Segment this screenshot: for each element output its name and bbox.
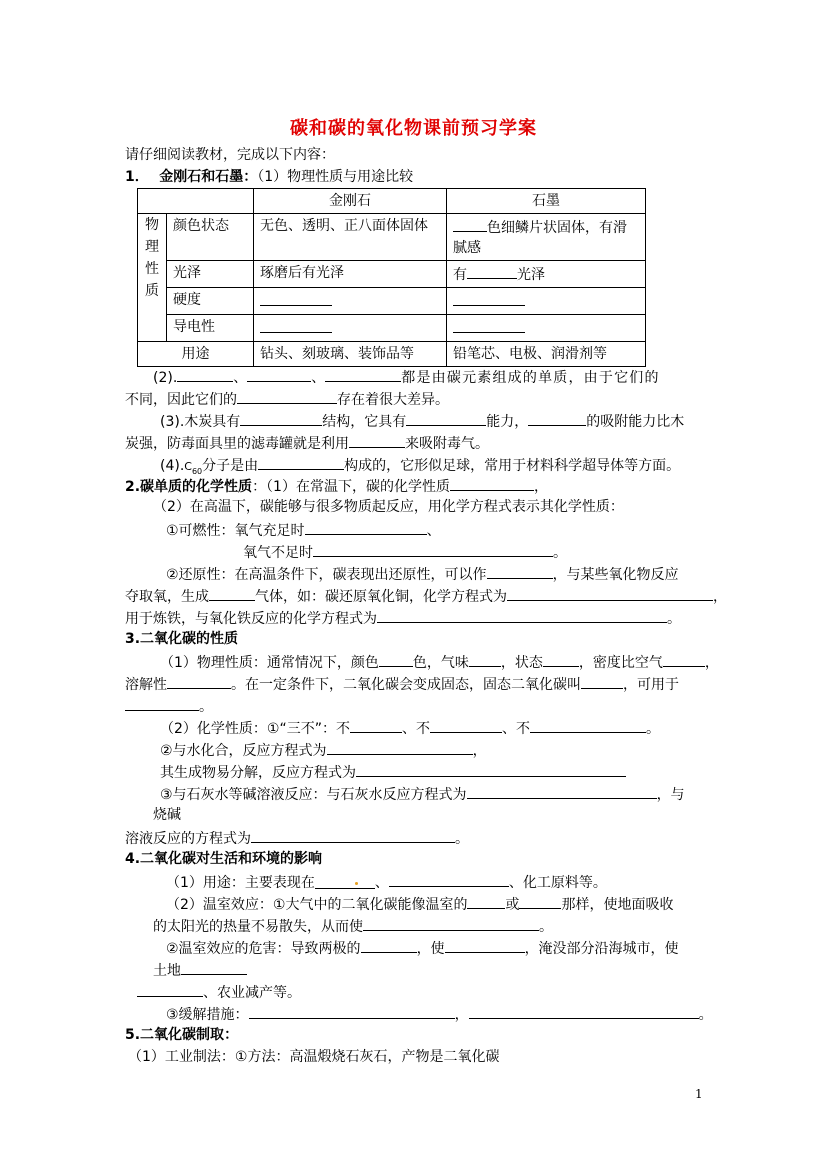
blank-field[interactable]	[453, 317, 525, 333]
text: 氧气不足时	[243, 545, 313, 561]
blank-field[interactable]	[260, 317, 332, 333]
text: 的太阳光的热量不易散失，从而使	[153, 919, 363, 935]
table-row	[138, 315, 646, 342]
blank-field[interactable]	[487, 563, 553, 579]
blank-field[interactable]	[125, 695, 199, 711]
blank-field[interactable]	[327, 739, 473, 755]
text: （1）物理性质：通常情况下，颜色	[160, 655, 379, 671]
text: ，	[533, 479, 548, 495]
paragraph-1-2	[153, 366, 660, 388]
blank-field[interactable]	[240, 410, 322, 426]
paragraph-1-3	[160, 410, 684, 432]
blank-field[interactable]	[361, 937, 417, 953]
blank-field[interactable]	[181, 959, 247, 975]
text: ①可燃性：氧气充足时	[166, 523, 305, 539]
blank-field[interactable]	[450, 475, 534, 491]
blank-field[interactable]	[251, 827, 455, 843]
blank-field[interactable]	[663, 651, 705, 667]
row-group-physical-properties: 物 理 性 质	[138, 214, 167, 342]
use-label: 用途	[138, 342, 254, 367]
blank-field[interactable]	[315, 873, 375, 889]
text: 能力，	[486, 414, 529, 430]
text: ③与石灰水等碱溶液反应：与石灰水反应方程式为	[160, 787, 467, 803]
blank-field[interactable]	[467, 783, 657, 799]
dot-mark	[355, 882, 358, 885]
intro-text: 请仔细阅读教材，完成以下内容：	[125, 147, 335, 163]
section-2-heading: 2.碳单质的化学性质	[125, 479, 253, 495]
blank-field[interactable]	[237, 388, 337, 404]
text: ：（1）在常温下，碳的化学性质	[252, 479, 450, 495]
text: ，使	[416, 941, 445, 957]
graphite-color-state-text-2: 腻感	[453, 240, 481, 256]
graphite-luster-post: 光泽	[517, 267, 545, 283]
text: 。	[539, 919, 553, 935]
paragraph-1-3-cont	[125, 432, 489, 454]
text: ，	[713, 589, 727, 605]
text: (3).木炭具有	[160, 414, 241, 430]
text: (2).	[153, 370, 178, 386]
blank-field[interactable]	[469, 1003, 699, 1019]
table-row	[138, 288, 646, 315]
text: 60	[191, 466, 203, 476]
blank-field[interactable]	[325, 366, 401, 382]
section-1-sub: （1）物理性质与用途比较	[257, 169, 414, 185]
text: 那样，使地面吸收	[561, 897, 674, 913]
section-5-heading: 5.二氧化碳制取	[125, 1027, 225, 1043]
text: 不同，因此它们的	[125, 392, 237, 408]
section-4-line-7	[166, 1003, 713, 1025]
text: 分子是由	[202, 458, 259, 474]
blank-field[interactable]	[356, 761, 626, 777]
text: C	[184, 460, 192, 473]
section-4-heading: 4.二氧化碳对生活和环境的影响	[125, 851, 323, 867]
blank-field[interactable]	[313, 541, 553, 557]
text: ，可用于	[623, 677, 679, 693]
page-title: 碳和碳的氧化物课前预习学案	[290, 118, 537, 139]
table-row	[138, 342, 646, 367]
text: （1）用途：主要表现在	[166, 875, 315, 891]
blank-field[interactable]	[209, 585, 255, 601]
section-4-line-5	[153, 959, 247, 981]
section-2-line-3	[166, 519, 441, 541]
text: 。	[199, 699, 213, 715]
blank-field[interactable]	[453, 216, 487, 232]
text: 色，气味	[412, 655, 469, 671]
section-5-heading-line	[125, 1025, 238, 1045]
section-2-line-1	[125, 475, 548, 497]
section-3-line-1	[160, 651, 719, 673]
section-1-number: 1．	[125, 169, 149, 185]
blank-field[interactable]	[258, 454, 344, 470]
diamond-conductivity	[254, 315, 447, 342]
text: 或	[505, 897, 520, 913]
text: 、化工原料等。	[508, 875, 607, 891]
section-4-line-3	[153, 915, 553, 937]
section-3-line-5	[160, 739, 487, 761]
section-2-line-7	[125, 607, 681, 629]
section-4-line-6	[137, 981, 301, 1003]
section-1-heading: 金刚石和石墨	[159, 169, 244, 185]
blank-field[interactable]	[350, 717, 402, 733]
text: 存在着很大差异。	[337, 392, 449, 408]
text: 。	[645, 721, 660, 737]
blank-field[interactable]	[453, 290, 525, 306]
blank-field[interactable]	[581, 673, 623, 689]
blank-field[interactable]	[406, 410, 486, 426]
header-graphite: 石墨	[447, 189, 646, 214]
section-2-line-4	[243, 541, 567, 563]
section-4-line-1	[166, 871, 607, 893]
text: ②与水化合，反应方程式为	[160, 743, 327, 759]
table-row	[138, 214, 646, 261]
text: （2）温室效应：①大气中的二氧化碳能像温室的	[166, 897, 468, 913]
text: 用于炼铁，与氧化铁反应的化学方程式为	[125, 611, 377, 627]
text: ③缓解措施：	[166, 1007, 249, 1023]
text: 。	[455, 831, 469, 847]
text: ②温室效应的危害：导致两极的	[166, 941, 361, 957]
section-2-line-5	[166, 563, 679, 585]
text: ②还原性：在高温条件下，碳表现出还原性，可以作	[166, 567, 487, 583]
text: 都是由碳元素组成的单质，由于它们的	[401, 370, 660, 386]
blank-field[interactable]	[363, 915, 539, 931]
prop-luster: 光泽	[167, 261, 254, 288]
text: 其生成物易分解，反应方程式为	[160, 765, 356, 781]
section-3-line-7	[160, 783, 685, 805]
section-3-line-4	[160, 717, 660, 739]
blank-field[interactable]	[467, 893, 505, 909]
text: 来吸附毒气。	[405, 436, 489, 452]
text: ，	[454, 1007, 469, 1023]
blank-field[interactable]	[177, 366, 233, 382]
text: 土地	[153, 963, 181, 979]
graphite-color-state-text: 色细鳞片状固体，有滑	[487, 220, 627, 236]
diamond-use: 钻头、刻玻璃、装饰品等	[254, 342, 447, 367]
blank-field[interactable]	[530, 717, 646, 733]
text: 、不	[401, 721, 430, 737]
section-1-heading-line	[125, 167, 413, 187]
blank-field[interactable]	[379, 651, 413, 667]
text: ，密度比空气	[578, 655, 663, 671]
section-3-line-8: 烧碱	[153, 807, 181, 823]
diamond-hardness	[254, 288, 447, 315]
section-3-line-6	[160, 761, 626, 783]
text: ，	[472, 743, 487, 759]
diamond-color-state: 无色、透明、正八面体固体	[254, 214, 447, 261]
paragraph-1-2-cont	[125, 388, 449, 410]
section-2-line-6	[125, 585, 727, 607]
section-5-line-1: （1）工业制法：①方法：高温煅烧石灰石，产物是二氧化碳	[128, 1049, 500, 1065]
text: 、	[311, 370, 326, 386]
text: 。	[667, 611, 681, 627]
prop-conductivity: 导电性	[167, 315, 254, 342]
blank-field[interactable]	[305, 519, 427, 535]
table-corner-cell	[138, 189, 254, 214]
section-4-line-2	[166, 893, 673, 915]
text: 。	[553, 545, 567, 561]
section-3-line-2	[125, 673, 679, 695]
text: (4).	[160, 458, 185, 474]
text: 、	[233, 370, 248, 386]
blank-field[interactable]	[467, 263, 517, 279]
text: ，状态	[500, 655, 543, 671]
section-1-colon: ：	[243, 169, 258, 185]
section-3-heading: 3.二氧化碳的性质	[125, 631, 239, 647]
blank-field[interactable]	[137, 981, 203, 997]
blank-field[interactable]	[349, 432, 405, 448]
section-3-line-9	[125, 827, 469, 849]
text: 气体，如：碳还原氧化铜，化学方程式为	[255, 589, 507, 605]
section-4-line-4	[166, 937, 679, 959]
blank-field[interactable]	[528, 410, 586, 426]
header-diamond: 金刚石	[254, 189, 447, 214]
table-header-row	[138, 189, 646, 214]
blank-field[interactable]	[507, 585, 713, 601]
text: ，与	[656, 787, 685, 803]
diamond-luster: 琢磨后有光泽	[254, 261, 447, 288]
text: 夺取氧，生成	[125, 589, 209, 605]
text: 。在一定条件下，二氧化碳会变成固态，固态二氧化碳叫	[231, 677, 581, 693]
blank-field[interactable]	[445, 937, 525, 953]
comparison-table	[137, 188, 646, 367]
page-number: 1	[695, 1087, 703, 1101]
graphite-color-state	[447, 214, 646, 261]
prop-color-state: 颜色状态	[167, 214, 254, 261]
text: ，	[704, 655, 719, 671]
text: 、农业减产等。	[203, 985, 301, 1001]
table-row	[138, 261, 646, 288]
blank-field[interactable]	[389, 871, 509, 887]
graphite-use: 铅笔芯、电极、润滑剂等	[447, 342, 646, 367]
blank-field[interactable]	[247, 366, 311, 382]
graphite-conductivity	[447, 315, 646, 342]
text: ，与某些氧化物反应	[552, 567, 679, 583]
text: 溶解性	[125, 677, 167, 693]
text: 、不	[501, 721, 530, 737]
blank-field[interactable]	[249, 1003, 455, 1019]
graphite-luster-pre: 有	[453, 267, 467, 283]
text: 溶液反应的方程式为	[125, 831, 251, 847]
blank-field[interactable]	[469, 651, 501, 667]
text: 结构，它具有	[322, 414, 407, 430]
blank-field[interactable]	[430, 717, 502, 733]
graphite-hardness	[447, 288, 646, 315]
section-2-line-2: （2）在高温下，碳能够与很多物质起反应，用化学方程式表示其化学性质：	[153, 499, 624, 515]
blank-field[interactable]	[519, 893, 561, 909]
blank-field[interactable]	[260, 290, 332, 306]
text: 构成的，它形似足球，常用于材料科学超导体等方面。	[344, 458, 681, 474]
text: 炭强，防毒面具里的滤毒罐就是利用	[125, 436, 349, 452]
graphite-luster	[447, 261, 646, 288]
text: 、	[426, 523, 441, 539]
blank-field[interactable]	[543, 651, 579, 667]
text: 。	[698, 1007, 713, 1023]
blank-field[interactable]	[167, 673, 231, 689]
text: 、	[374, 875, 389, 891]
blank-field[interactable]	[377, 607, 667, 623]
prop-hardness: 硬度	[167, 288, 254, 315]
text: 的吸附能力比木	[586, 414, 685, 430]
text: （2）化学性质：①“三不”：不	[160, 721, 350, 737]
section-5-colon: ：	[224, 1027, 239, 1043]
text: ，淹没部分沿海城市，使	[524, 941, 679, 957]
section-3-line-3	[125, 695, 213, 717]
